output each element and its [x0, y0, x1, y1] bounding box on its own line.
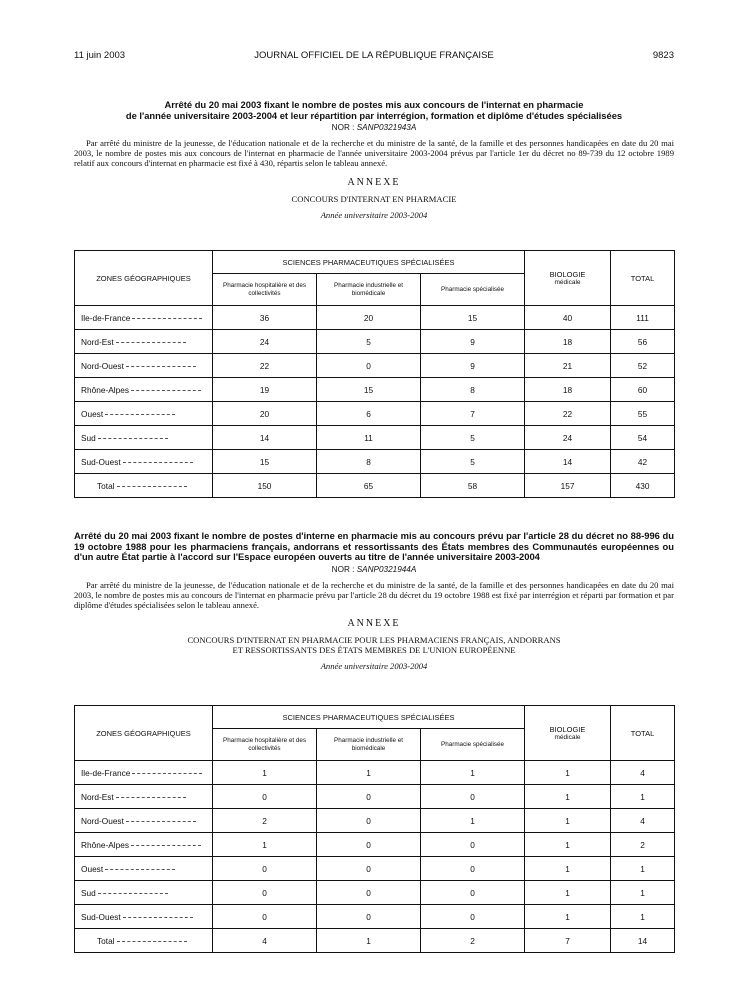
arrete-1-academic-year: Année universitaire 2003-2004 — [320, 209, 428, 220]
cell-bio: 7 — [525, 929, 611, 953]
running-header — [74, 50, 674, 64]
cell-bio: 1 — [525, 785, 611, 809]
cell-total: 111 — [611, 306, 675, 330]
arrete-2-title: Arrêté du 20 mai 2003 fixant le nombre de postes d'interne en pharmacie mis au concours prévu par l'article 28 du décret no 88-996 du 19 octobre 1988 pour les pharmaciens français, andorrans et ressortissants des États membres des Communautés européennes ou d'un autre État partie à l'accord sur l'Espace européen ouverts au titre de l'année universitaire 2003-2004 — [74, 530, 674, 562]
cell-total: 60 — [611, 378, 675, 402]
cell-hosp: 2 — [213, 809, 317, 833]
cell-indus: 0 — [317, 881, 421, 905]
arrete-1-annexe-heading: ANNEXE — [347, 176, 401, 188]
cell-indus: 11 — [317, 426, 421, 450]
table-row — [75, 450, 675, 474]
header-page-number: 9823 — [652, 50, 674, 61]
cell-spec: 0 — [421, 881, 525, 905]
cell-bio: 1 — [525, 905, 611, 929]
table-row — [75, 330, 675, 354]
table-row — [75, 402, 675, 426]
cell-bio: 18 — [525, 378, 611, 402]
cell-indus: 0 — [317, 354, 421, 378]
cell-hosp: 0 — [213, 881, 317, 905]
cell-hosp: 24 — [213, 330, 317, 354]
leader-dots — [131, 390, 201, 391]
leader-dots — [126, 821, 196, 822]
leader-dots — [105, 869, 175, 870]
table-row — [75, 833, 675, 857]
zone-cell — [75, 905, 213, 929]
col-header-pharmacie-hospitaliere: Pharmacie hospitalière et des collectivités — [213, 274, 317, 306]
zone-cell — [75, 378, 213, 402]
cell-hosp: 20 — [213, 402, 317, 426]
zone-cell — [75, 330, 213, 354]
col-header-biologie: BIOLOGIE médicale — [525, 251, 611, 306]
leader-dots — [123, 462, 193, 463]
col-header-pharmacie-specialisee: Pharmacie spécialisée — [421, 274, 525, 306]
cell-indus: 15 — [317, 378, 421, 402]
cell-total: 1 — [611, 905, 675, 929]
cell-spec: 9 — [421, 354, 525, 378]
leader-dots — [132, 318, 202, 319]
zone-label: Total — [97, 935, 115, 946]
cell-total: 56 — [611, 330, 675, 354]
zone-label: Sud-Ouest — [81, 911, 121, 922]
leader-dots — [117, 941, 187, 942]
leader-dots — [116, 342, 186, 343]
zone-cell — [75, 809, 213, 833]
cell-indus: 1 — [317, 929, 421, 953]
cell-total: 2 — [611, 833, 675, 857]
zone-cell — [75, 833, 213, 857]
cell-spec: 15 — [421, 306, 525, 330]
cell-hosp: 4 — [213, 929, 317, 953]
cell-bio: 1 — [525, 881, 611, 905]
zone-label: Rhône-Alpes — [81, 839, 129, 850]
zone-cell — [75, 785, 213, 809]
cell-spec: 0 — [421, 785, 525, 809]
cell-indus: 6 — [317, 402, 421, 426]
col-header-zones: ZONES GÉOGRAPHIQUES — [75, 706, 213, 761]
col-header-total: TOTAL — [611, 706, 675, 761]
cell-indus: 65 — [317, 474, 421, 498]
cell-indus: 0 — [317, 809, 421, 833]
cell-indus: 0 — [317, 857, 421, 881]
cell-spec: 5 — [421, 426, 525, 450]
arrete-2-nor: NOR : SANP0321944A — [331, 564, 417, 574]
zone-cell — [75, 402, 213, 426]
zone-label: Ile-de-France — [81, 767, 131, 778]
arrete-2-annexe-heading: ANNEXE — [347, 618, 401, 630]
cell-spec: 0 — [421, 857, 525, 881]
zone-cell — [75, 929, 213, 953]
arrete-2-concours-heading: CONCOURS D'INTERNAT EN PHARMACIE POUR LES PHARMACIENS FRANÇAIS, ANDORRANS ET RESSORTISSANTS DES ÉTATS MEMBRES DE L'UNION EUROPÉENNE — [187, 635, 561, 656]
cell-total: 430 — [611, 474, 675, 498]
header-date: 11 juin 2003 — [74, 50, 126, 61]
cell-indus: 0 — [317, 785, 421, 809]
cell-indus: 0 — [317, 905, 421, 929]
cell-indus: 5 — [317, 330, 421, 354]
table-total-row — [75, 474, 675, 498]
cell-hosp: 1 — [213, 761, 317, 785]
cell-total: 14 — [611, 929, 675, 953]
cell-spec: 2 — [421, 929, 525, 953]
leader-dots — [131, 845, 201, 846]
leader-dots — [132, 773, 202, 774]
arrete-1-body: Par arrêté du ministre de la jeunesse, de l'éducation nationale et de la recherche et du ministre de la santé, de la famille et des personnes handicapées en date du 20 mai 2003, le nombre de postes mis aux concours de l'internat en pharmacie de l'année universitaire 2003-2004 prévus par l'article 1er du décret no 89-739 du 12 octobre 1989 relatif aux concours d'internat en pharmacie est fixé à 430, répartis selon le tableau annexé. — [74, 138, 674, 169]
col-header-sciences: SCIENCES PHARMACEUTIQUES SPÉCIALISÉES — [213, 706, 525, 729]
zone-label: Sud — [81, 887, 96, 898]
arrete-1-concours-heading: CONCOURS D'INTERNAT EN PHARMACIE — [291, 193, 457, 204]
arrete-2-table-wrap — [74, 705, 674, 953]
zone-label: Total — [97, 480, 115, 491]
col-header-biologie: BIOLOGIE médicale — [525, 706, 611, 761]
cell-hosp: 15 — [213, 450, 317, 474]
cell-hosp: 0 — [213, 857, 317, 881]
arrete-2-academic-year: Année universitaire 2003-2004 — [320, 661, 428, 672]
cell-indus: 20 — [317, 306, 421, 330]
zone-label: Sud-Ouest — [81, 456, 121, 467]
cell-hosp: 22 — [213, 354, 317, 378]
zone-cell — [75, 881, 213, 905]
table-row — [75, 905, 675, 929]
cell-bio: 157 — [525, 474, 611, 498]
cell-hosp: 0 — [213, 785, 317, 809]
arrete-1-table — [74, 250, 675, 498]
cell-hosp: 19 — [213, 378, 317, 402]
cell-total: 42 — [611, 450, 675, 474]
table-row — [75, 857, 675, 881]
table-row — [75, 761, 675, 785]
cell-spec: 1 — [421, 809, 525, 833]
table-row — [75, 426, 675, 450]
cell-spec: 0 — [421, 833, 525, 857]
cell-total: 52 — [611, 354, 675, 378]
table-row — [75, 354, 675, 378]
cell-bio: 1 — [525, 833, 611, 857]
zone-cell — [75, 450, 213, 474]
cell-bio: 1 — [525, 761, 611, 785]
zone-label: Nord-Ouest — [81, 815, 124, 826]
arrete-2-table — [74, 705, 675, 953]
arrete-2-body: Par arrêté du ministre de la jeunesse, de l'éducation nationale et de la recherche et du ministre de la santé, de la famille et des personnes handicapées en date du 20 mai 2003, le nombre de postes mis au concours de l'internat en pharmacie prévu par l'article 28 du décret du 19 octobre 1988 est fixé par interrégion et réparti par formation et par diplôme d'études spécialisées selon le tableau annexé. — [74, 579, 674, 610]
cell-hosp: 14 — [213, 426, 317, 450]
cell-bio: 1 — [525, 857, 611, 881]
col-header-zones: ZONES GÉOGRAPHIQUES — [75, 251, 213, 306]
table-row — [75, 785, 675, 809]
col-header-total: TOTAL — [611, 251, 675, 306]
cell-bio: 14 — [525, 450, 611, 474]
cell-hosp: 36 — [213, 306, 317, 330]
leader-dots — [126, 366, 196, 367]
cell-indus: 8 — [317, 450, 421, 474]
cell-spec: 7 — [421, 402, 525, 426]
leader-dots — [116, 797, 186, 798]
zone-label: Sud — [81, 432, 96, 443]
zone-cell — [75, 354, 213, 378]
cell-spec: 0 — [421, 905, 525, 929]
zone-cell — [75, 761, 213, 785]
zone-label: Nord-Ouest — [81, 360, 124, 371]
cell-bio: 1 — [525, 809, 611, 833]
cell-hosp: 0 — [213, 905, 317, 929]
zone-label: Rhône-Alpes — [81, 384, 129, 395]
col-header-pharmacie-hospitaliere: Pharmacie hospitalière et des collectivités — [213, 729, 317, 761]
cell-total: 1 — [611, 857, 675, 881]
cell-bio: 18 — [525, 330, 611, 354]
cell-indus: 1 — [317, 761, 421, 785]
leader-dots — [98, 893, 168, 894]
table-row — [75, 306, 675, 330]
arrete-1-section — [74, 100, 674, 220]
leader-dots — [98, 438, 168, 439]
cell-spec: 8 — [421, 378, 525, 402]
cell-bio: 22 — [525, 402, 611, 426]
cell-total: 55 — [611, 402, 675, 426]
cell-spec: 5 — [421, 450, 525, 474]
leader-dots — [105, 414, 175, 415]
zone-label: Ile-de-France — [81, 312, 131, 323]
col-header-pharmacie-industrielle: Pharmacie industrielle et biomédicale — [317, 274, 421, 306]
arrete-2-section — [74, 531, 674, 671]
cell-total: 54 — [611, 426, 675, 450]
zone-label: Nord-Est — [81, 791, 114, 802]
cell-hosp: 150 — [213, 474, 317, 498]
cell-bio: 24 — [525, 426, 611, 450]
table-row — [75, 809, 675, 833]
cell-spec: 9 — [421, 330, 525, 354]
table-total-row — [75, 929, 675, 953]
arrete-1-nor: NOR : SANP0321943A — [331, 123, 417, 132]
zone-cell — [75, 306, 213, 330]
cell-bio: 40 — [525, 306, 611, 330]
zone-cell — [75, 474, 213, 498]
col-header-pharmacie-specialisee: Pharmacie spécialisée — [421, 729, 525, 761]
cell-total: 4 — [611, 809, 675, 833]
col-header-pharmacie-industrielle: Pharmacie industrielle et biomédicale — [317, 729, 421, 761]
arrete-1-title: Arrêté du 20 mai 2003 fixant le nombre de postes mis aux concours de l'internat en pharmacie de l'année universitaire 2003-2004 et leur répartition par interrégion, formation et diplôme d'études spécialisées — [125, 99, 623, 121]
arrete-1-table-wrap — [74, 250, 674, 498]
cell-total: 4 — [611, 761, 675, 785]
table-row — [75, 378, 675, 402]
header-journal-title: JOURNAL OFFICIEL DE LA RÉPUBLIQUE FRANÇAISE — [254, 50, 494, 61]
col-header-sciences: SCIENCES PHARMACEUTIQUES SPÉCIALISÉES — [213, 251, 525, 274]
leader-dots — [117, 486, 187, 487]
cell-hosp: 1 — [213, 833, 317, 857]
cell-indus: 0 — [317, 833, 421, 857]
cell-bio: 21 — [525, 354, 611, 378]
zone-cell — [75, 426, 213, 450]
zone-label: Ouest — [81, 863, 104, 874]
zone-label: Ouest — [81, 408, 104, 419]
zone-label: Nord-Est — [81, 336, 114, 347]
cell-total: 1 — [611, 785, 675, 809]
leader-dots — [123, 917, 193, 918]
cell-total: 1 — [611, 881, 675, 905]
table-row — [75, 881, 675, 905]
cell-spec: 1 — [421, 761, 525, 785]
zone-cell — [75, 857, 213, 881]
cell-spec: 58 — [421, 474, 525, 498]
